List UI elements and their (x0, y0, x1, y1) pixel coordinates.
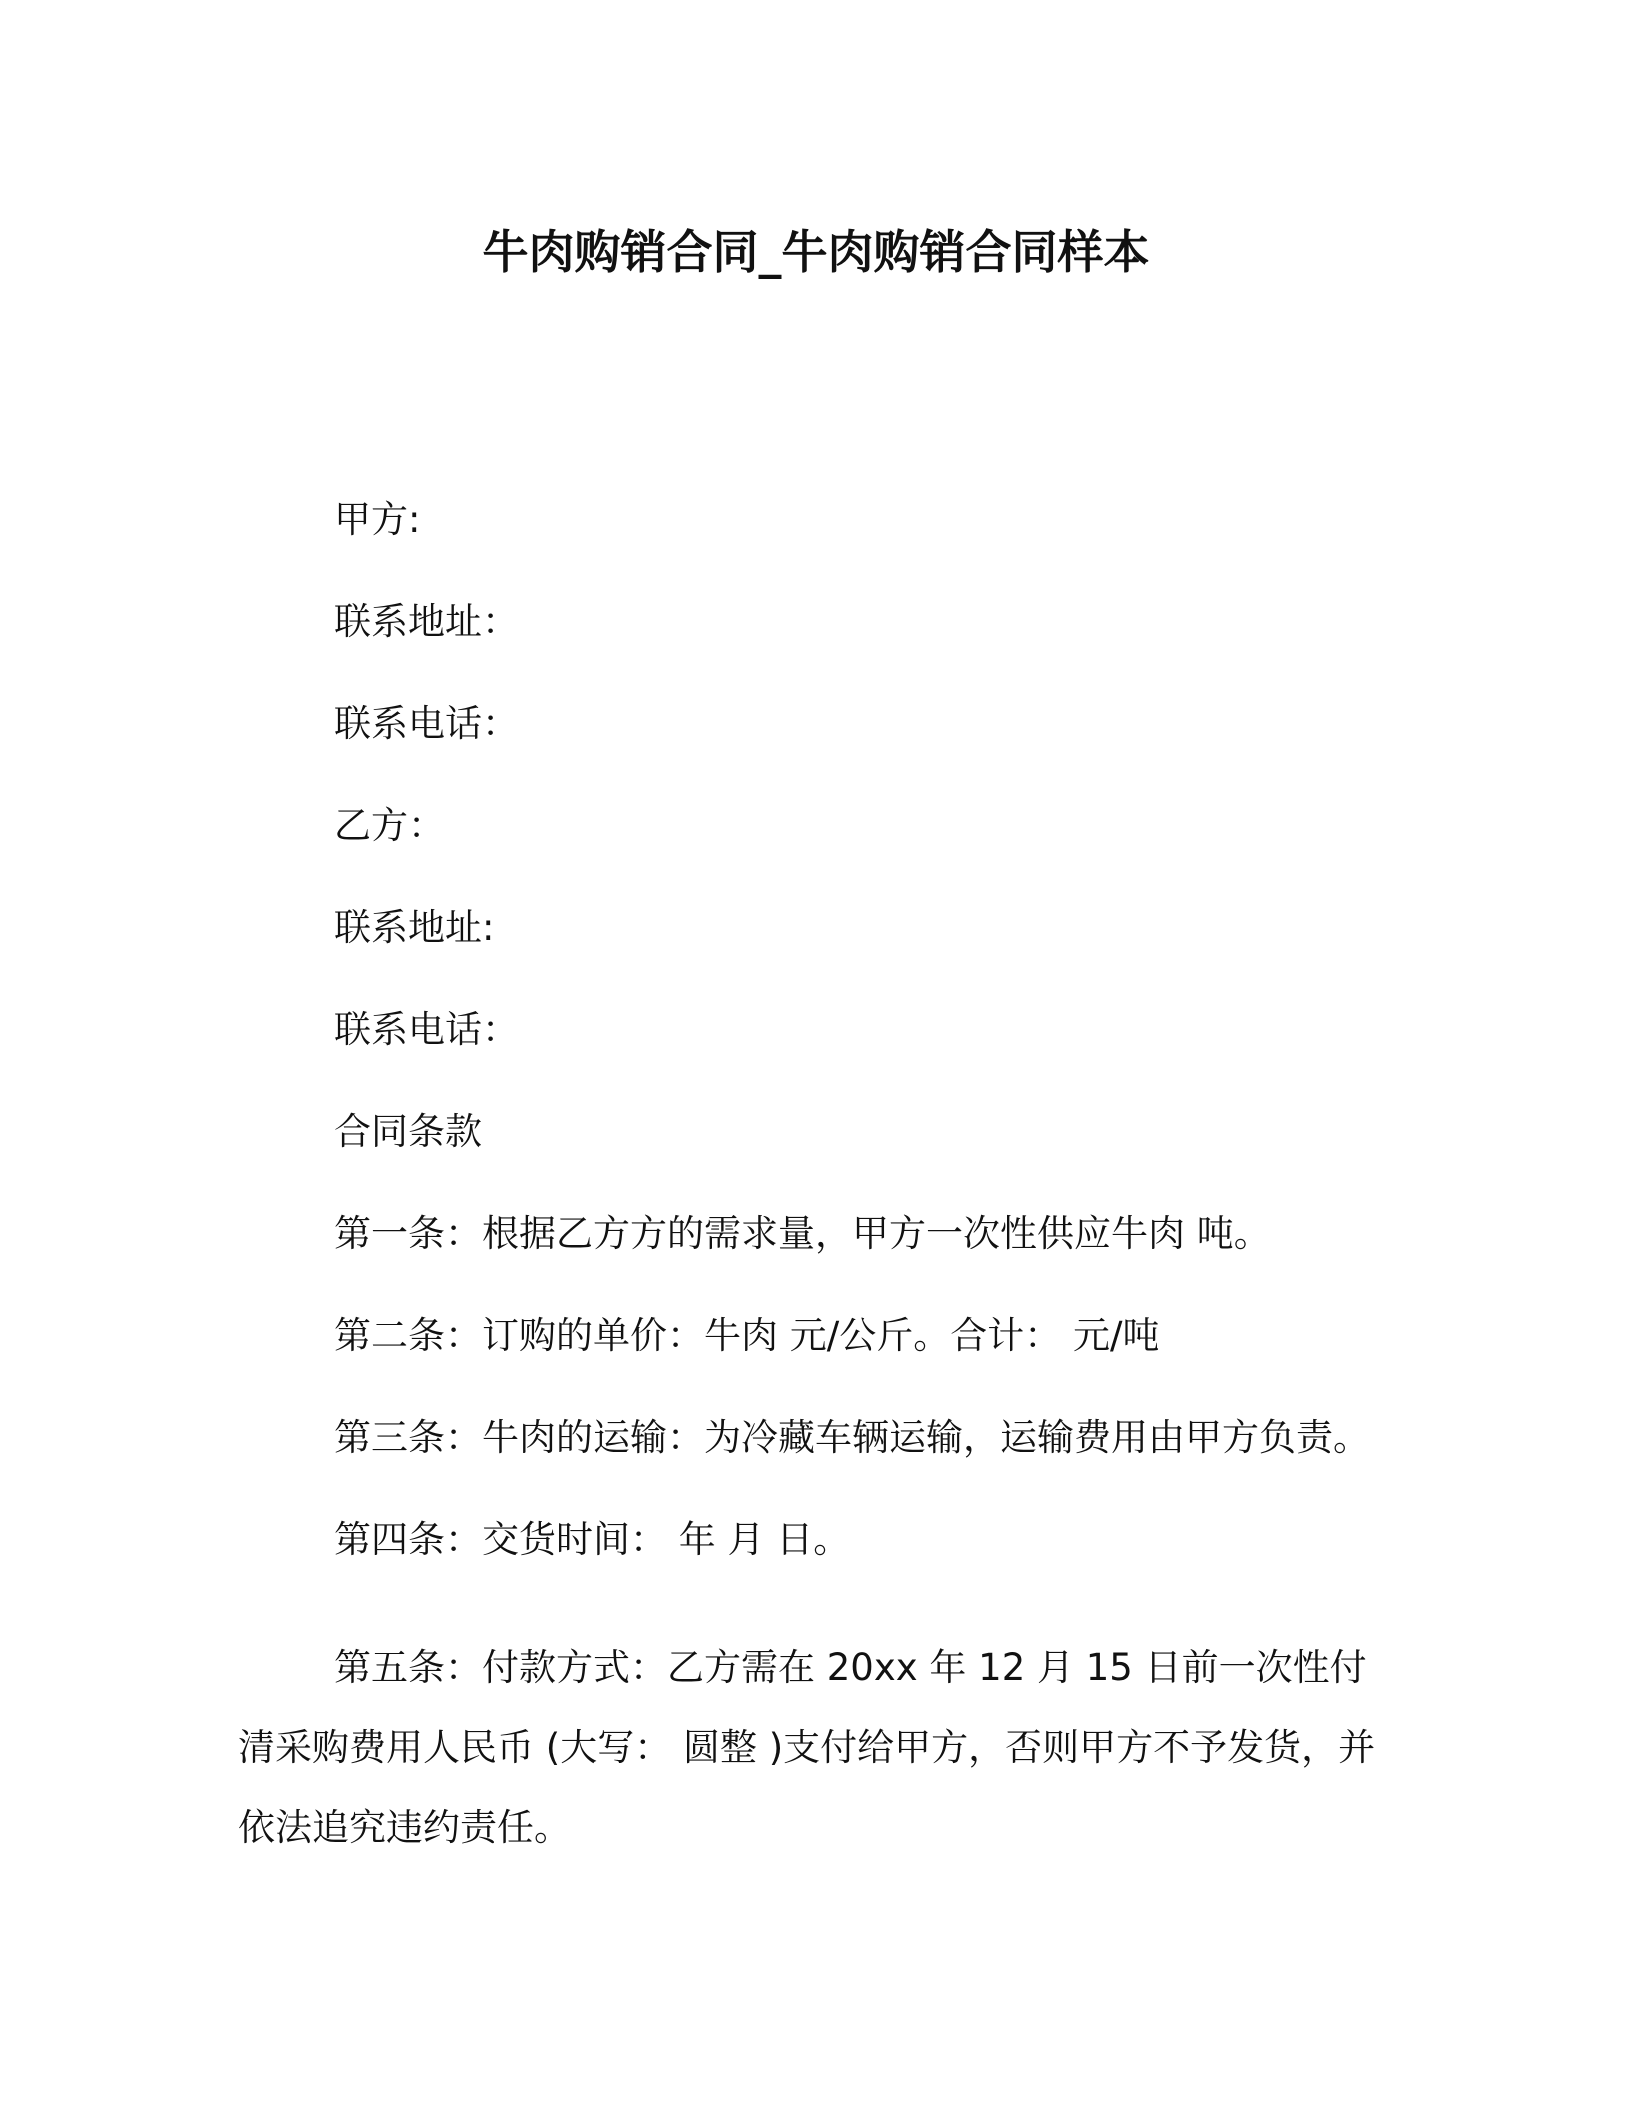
document-title: 牛肉购销合同_牛肉购销合同样本 (482, 225, 1150, 279)
article-3: 第三条：牛肉的运输：为冷藏车辆运输，运输费用由甲方负责。 (334, 1416, 1370, 1459)
party-b-address-label: 联系地址: (334, 906, 495, 949)
article-5: 第五条：付款方式：乙方需在 20xx 年 12 月 15 日前一次性付清采购费用人民币 (大写： 圆整 )支付给甲方，否则甲方不予发货，并依法追究违约责任。 (238, 1646, 1376, 1849)
party-a-address-label: 联系地址： (334, 600, 519, 643)
party-a-label: 甲方: (334, 498, 421, 541)
article-2: 第二条：订购的单价：牛肉 元/公斤。合计： 元/吨 (334, 1314, 1160, 1357)
article-1: 第一条：根据乙方方的需求量，甲方一次性供应牛肉 吨。 (334, 1212, 1271, 1255)
article-4: 第四条：交货时间： 年 月 日。 (334, 1518, 851, 1561)
party-a-phone-label: 联系电话： (334, 702, 519, 745)
terms-heading: 合同条款 (334, 1110, 482, 1153)
party-b-label: 乙方： (334, 804, 445, 847)
party-b-phone-label: 联系电话： (334, 1008, 519, 1051)
